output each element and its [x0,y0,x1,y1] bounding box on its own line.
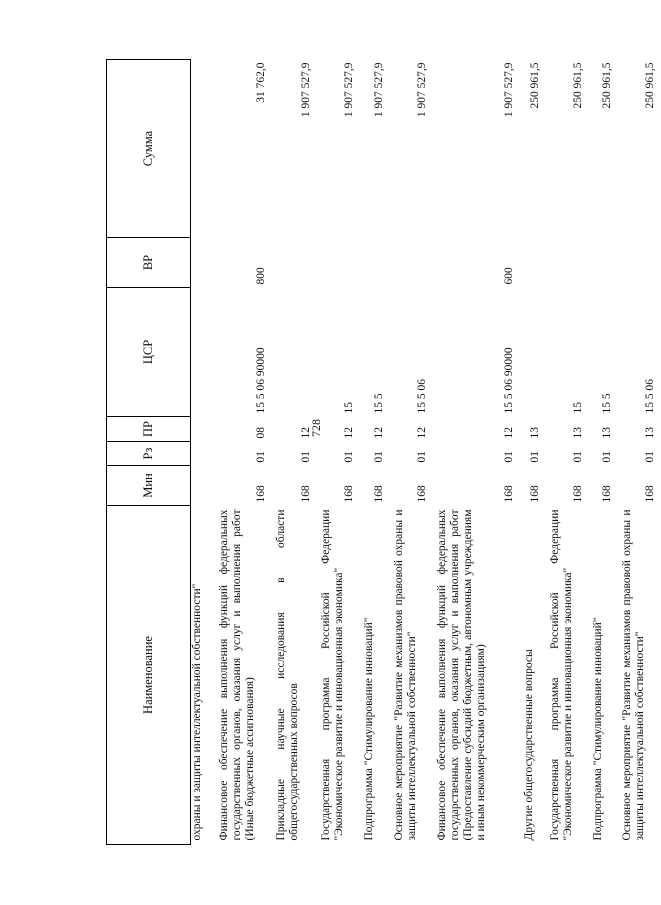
row-sum: 250 961,5 [571,62,584,109]
row-min: 168 [342,485,355,503]
row-sum: 250 961,5 [643,62,656,109]
row-rz: 01 [342,451,355,463]
row-rz: 01 [254,451,267,463]
row-name: Подпрограмма "Стимулирование инноваций" [591,617,604,841]
row-csr: 15 5 [600,393,613,414]
table-row [589,60,618,845]
row-pr: 12 [342,427,355,439]
row-name: охраны и защиты интеллектуальной собственности" [191,583,203,841]
header-pr: ПР [107,417,191,442]
row-pr: 12 [372,427,385,439]
row-vr [272,238,317,288]
row-rz: 01 [643,451,656,463]
budget-table [106,59,661,845]
row-csr [272,288,317,417]
row-csr: 15 [342,402,355,414]
row-sum: 1 907 527,9 [502,62,515,118]
row-sum: 1 907 527,9 [299,62,312,118]
row-name: Основное мероприятие "Развитие механизмов правовой охраны и защиты интеллектуальной собственности" [620,509,646,841]
row-sum: 1 907 527,9 [415,62,428,118]
row-pr [191,417,215,442]
row-vr [589,238,618,288]
header-vr: ВР [107,238,191,288]
row-rz: 01 [299,451,312,463]
table-row [317,60,360,845]
table-row [546,60,589,845]
row-sum: 250 961,5 [528,62,541,109]
row-name: Финансовое обеспечение выполнения функций федеральных государственных органов, оказания услуг и выполнения работ (Предоставление субсидий бюджетным, автономным учреждениям и иным некоммерческим организациям) [435,509,487,841]
row-sum: 1 907 527,9 [342,62,355,118]
row-name: Подпрограмма "Стимулирование инноваций" [362,617,375,841]
row-csr: 15 5 06 [415,379,428,414]
row-min: 168 [643,485,656,503]
table-row [191,60,215,845]
row-pr: 13 [600,427,613,439]
page-number: 728 [309,419,323,437]
row-csr: 15 5 06 [643,379,656,414]
header-rz: Рз [107,442,191,466]
row-pr: 12 [502,427,515,439]
row-min [191,466,215,506]
row-min: 168 [415,485,428,503]
row-min: 168 [571,485,584,503]
row-sum: 1 907 527,9 [372,62,385,118]
row-vr [191,238,215,288]
row-rz: 01 [600,451,613,463]
row-pr: 08 [254,427,267,439]
row-vr: 800 [254,267,267,285]
table-row [520,60,546,845]
row-vr [618,238,661,288]
row-csr [520,288,546,417]
row-sum: 250 961,5 [600,62,613,109]
row-min: 168 [372,485,385,503]
row-sum [191,60,215,238]
row-name: Финансовое обеспечение выполнения функций федеральных государственных органов, оказания услуг и выполнения работ (Иные бюджетные ассигнования) [217,509,256,841]
row-rz: 01 [415,451,428,463]
table-row [272,60,317,845]
row-rz: 01 [571,451,584,463]
row-vr [546,238,589,288]
row-csr: 15 5 06 90000 [254,347,267,414]
row-vr [360,238,390,288]
row-csr: 15 5 [372,393,385,414]
row-min: 168 [254,485,267,503]
row-name: Другие общегосударственные вопросы [522,649,535,841]
row-min: 168 [299,485,312,503]
row-csr [191,288,215,417]
row-name: Государственная программа Российской Федерации "Экономическое развитие и инновационная экономика" [548,509,574,841]
row-rz: 01 [502,451,515,463]
row-min: 168 [600,485,613,503]
row-name: Прикладные научные исследования в области общегосударственных вопросов [274,509,300,841]
row-sum: 31 762,0 [254,62,267,103]
budget-table-rotated [106,60,656,845]
row-pr: 12 [415,427,428,439]
row-pr: 12 [299,427,312,439]
row-rz: 01 [528,451,541,463]
row-name: Основное мероприятие "Развитие механизмов правовой охраны и защиты интеллектуальной собственности" [392,509,418,841]
row-csr: 15 [571,402,584,414]
row-vr [520,238,546,288]
row-rz: 01 [372,451,385,463]
header-name: Наименование [107,506,191,845]
header-min: Мин [107,466,191,506]
row-csr: 15 5 06 90000 [502,347,515,414]
table-header-row [107,60,191,845]
table-row [433,60,520,845]
header-csr: ЦСР [107,288,191,417]
table-row [618,60,661,845]
row-vr [317,238,360,288]
row-pr: 13 [528,427,541,439]
header-sum: Сумма [107,60,191,238]
row-vr: 600 [502,267,515,285]
row-min: 168 [502,485,515,503]
row-vr [390,238,433,288]
row-rz [191,442,215,466]
row-name: Государственная программа Российской Федерации "Экономическое развитие и инновационная экономика" [319,509,345,841]
table-row [215,60,272,845]
table-row [360,60,390,845]
row-pr: 13 [571,427,584,439]
row-pr: 13 [643,427,656,439]
table-row [390,60,433,845]
row-min: 168 [528,485,541,503]
